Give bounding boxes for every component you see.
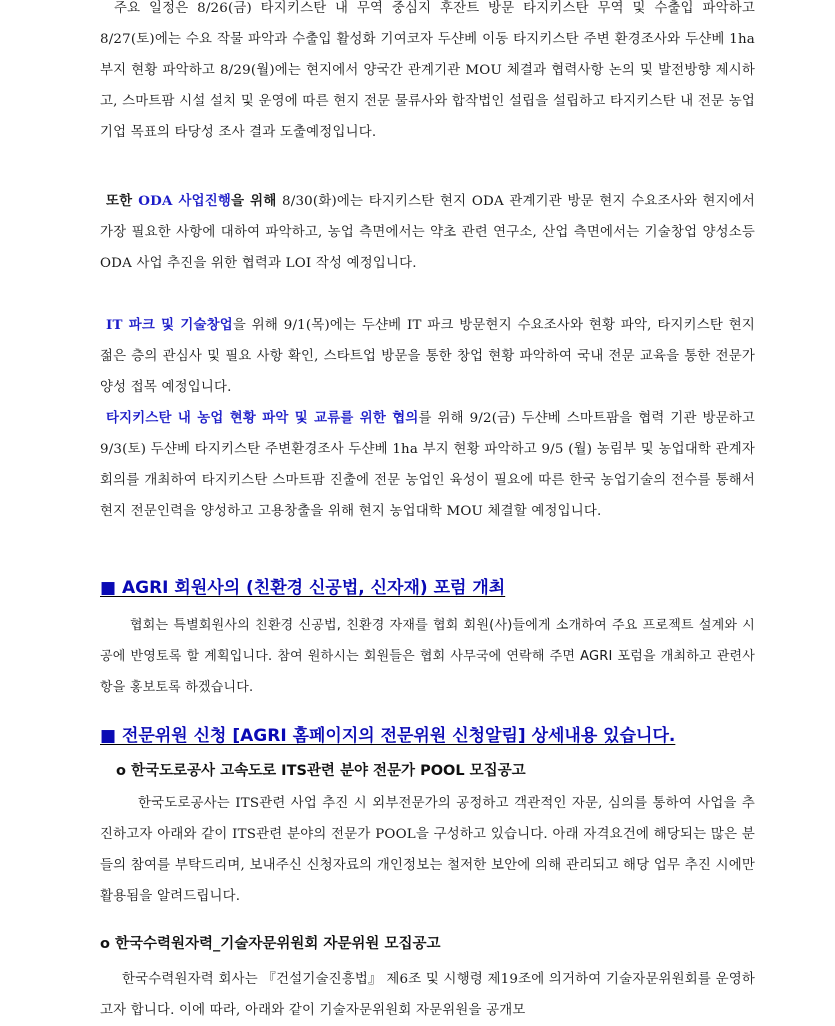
agriculture-highlight: 타지키스탄 내 농업 현황 파악 및 교류를 위한 협의 [106,410,419,426]
schedule-text: 주요 일정은 8/26(금) 타지키스탄 내 무역 중심지 후잔트 방문 타지키스탄 무역 및 수출입 파악하고 8/27(토)에는 수요 작물 파악과 수출입 활성화 기여코자 두샨베 이동 타지키스탄 주변 환경조사와 두샨베 1ha 부지 현황 파악하고 8/29(월)에는 현지에서 양국간 관계기관 MOU 체결과 협력사항 논의 및 발전방향 제시하고, 스마트팜 시설 설치 및 운영에 따른 현지 전문 물류사와 합작법인 설립을 설립하고 타지키스탄 내 전문 농업 기업 목표의 타당성 조사 결과 도출예정입니다. [100,1,755,140]
forum-paragraph [100,610,755,703]
it-park-text: 을 위해 9/1(목)에는 두샨베 IT 파크 방문현지 수요조사와 현황 파악, 타지키스탄 현지 젊은 층의 관심사 및 필요 사항 확인, 스타트업 방문을 통한 창업 현황 파악하여 국내 전문 교육을 통한 전문가 양성 접목 예정입니다. [100,318,755,395]
khnp-text: 한국수력원자력 회사는 『건설기술진흥법』 제6조 및 시행령 제19조에 의거하여 기술자문위원회를 운영하고자 합니다. 이에 따라, 아래와 같이 기술자문위원회 자문위원을 공개모 [100,972,755,1018]
agriculture-paragraph [100,403,755,527]
schedule-paragraph [100,0,755,148]
highway-text: 한국도로공사는 ITS관련 사업 추진 시 외부전문가의 공정하고 객관적인 자문, 심의를 통하여 사업을 추진하고자 아래와 같이 ITS관련 분야의 전문가 POOL을 구성하고 있습니다. 아래 자격요건에 해당되는 많은 분들의 참여를 부탁드리며, 보내주신 신청자료의 개인정보는 철저한 보안에 의해 관리되고 해당 업무 추진 시에만 활용됨을 알려드립니다. [100,796,755,904]
it-park-paragraph [100,310,755,403]
khnp-paragraph [100,964,755,1026]
khnp-title: o 한국수력원자력_기술자문위원회 자문위원 모집공고 [100,936,441,952]
ex-title-ex: o 한국도로공사 고속도로 ITS관련 분야 전문가 POOL 모집공고 [116,763,526,779]
oda-text: 8/30(화)에는 타지키스탄 현지 ODA 관계기관 방문 현지 수요조사와 현지에서 가장 필요한 사항에 대하여 파악하고, 농업 측면에서는 약초 관련 연구소, 산업 측면에서는 기술창업 양성소등 ODA 사업 추진을 위한 협력과 LOI 작성 예정입니다. [100,194,755,271]
oda-prefix: 또한 [106,193,139,209]
highway-paragraph [100,788,755,912]
oda-paragraph [100,186,755,279]
forum-heading: ■ AGRI 회원사의 (친환경 신공법, 신자재) 포럼 개최 [100,578,506,598]
expert-heading: ■ 전문위원 신청 [AGRI 홈페이지의 전문위원 신청알림] 상세내용 있습니다. [100,726,676,746]
oda-bold: 을 위해 [231,193,277,209]
it-park-highlight: IT 파크 및 기술창업 [106,317,233,333]
oda-highlight: ODA 사업진행 [138,193,232,209]
forum-text: 협회는 특별회원사의 친환경 신공법, 친환경 자재를 협회 회원(사)들에게 소개하여 주요 프로젝트 설계와 시공에 반영토록 할 계획입니다. 참여 원하시는 회원들은 협회 사무국에 연락해 주면 AGRI 포럼을 개최하고 관련사항을 홍보토록 하겠습니다. [100,618,755,695]
agriculture-text: 를 위해 9/2(금) 두샨베 스마트팜을 협력 기관 방문하고 9/3(토) 두샨베 타지키스탄 주변환경조사 두샨베 1ha 부지 현황 파악하고 9/5 (월) 농림부 및 농업대학 관계자 회의를 개최하여 타지키스탄 스마트팜 진출에 전문 농업인 육성이 필요에 따른 한국 농업기술의 전수를 통해서 현지 전문인력을 양성하고 고용창출을 위해 현지 농업대학 MOU 체결할 예정입니다. [100,411,755,519]
